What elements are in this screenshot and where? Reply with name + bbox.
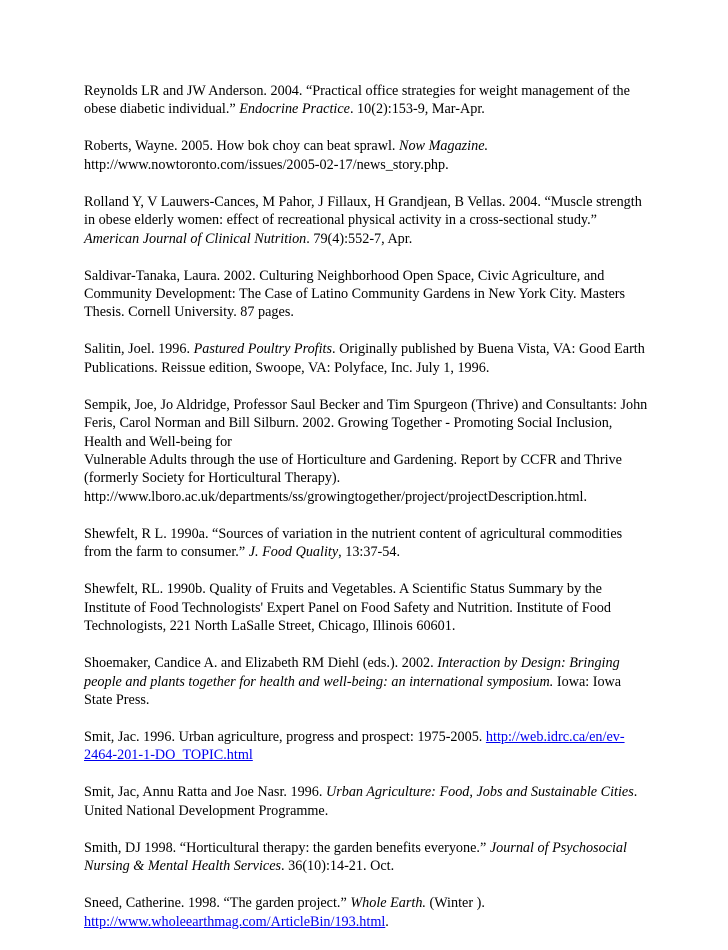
reference-text: Sneed, Catherine. 1998. “The garden project.”	[84, 895, 351, 912]
reference-entry	[84, 396, 650, 506]
reference-entry	[84, 193, 650, 248]
reference-entry	[84, 525, 650, 562]
reference-text: . 79(4):552-7, Apr.	[306, 230, 413, 247]
reference-entry	[84, 728, 650, 765]
reference-text: . 36(10):14-21. Oct.	[281, 858, 395, 875]
reference-entry	[84, 137, 650, 174]
reference-entry	[84, 654, 650, 709]
reference-title-italic: Pastured Poultry Profits	[193, 341, 333, 358]
reference-text: Vulnerable Adults through the use of Horticulture and Gardening. Report by CCFR and Thrive (formerly Society for Horticultural Therapy). http://www.lboro.ac.uk/departments/ss/growingtogether/project/projectDescription.html.	[84, 452, 622, 505]
reference-text: Rolland Y, V Lauwers-Cances, M Pahor, J Fillaux, H Grandjean, B Vellas. 2004. “Muscle strength in obese elderly women: effect of recreational physical activity in a cross-sectional study.”	[84, 193, 642, 229]
reference-entry	[84, 267, 650, 322]
reference-title-italic: American Journal of Clinical Nutrition	[84, 230, 307, 247]
reference-title-italic: Interaction by Design: Bringing people and plants together for health and well-being: an international symposium.	[84, 655, 620, 690]
reference-text: (Winter ).	[425, 895, 485, 912]
reference-text: Reynolds LR and JW Anderson. 2004. “Practical office strategies for weight management of the obese diabetic individual.”	[84, 83, 630, 118]
reference-title-italic: Whole Earth.	[350, 895, 426, 912]
reference-entry	[84, 839, 650, 876]
reference-entry	[84, 783, 650, 820]
reference-entry	[84, 894, 650, 931]
reference-text: Smith, DJ 1998. “Horticultural therapy: the garden benefits everyone.”	[84, 839, 490, 856]
reference-title-italic: J. Food Quality	[248, 544, 339, 561]
reference-entry	[84, 580, 650, 635]
reference-text: Smit, Jac, Annu Ratta and Joe Nasr. 1996.	[84, 784, 326, 801]
reference-text: Shewfelt, R L. 1990a. “Sources of variation in the nutrient content of agricultural commodities from the farm to consumer.”	[84, 525, 623, 561]
reference-text: Smit, Jac. 1996. Urban agriculture, progress and prospect: 1975-2005.	[84, 728, 486, 745]
reference-text: Saldivar-Tanaka, Laura. 2002. Culturing Neighborhood Open Space, Civic Agriculture, and Community Development: The Case of Latino Community Gardens in New York City. Masters Thesis. Cornell University. 87 pages.	[84, 267, 626, 321]
reference-text: Salitin, Joel. 1996.	[84, 341, 194, 358]
reference-title-italic: Urban Agriculture: Food, Jobs and Sustainable Cities	[325, 784, 634, 801]
reference-text: . 10(2):153-9, Mar-Apr.	[349, 101, 485, 118]
reference-text: .	[385, 913, 389, 930]
reference-text: Shewfelt, RL. 1990b. Quality of Fruits and Vegetables. A Scientific Status Summary by the Institute of Food Technologists' Expert Panel on Food Safety and Nutrition. Institute of Food Technologists, 221 North LaSalle Street, Chicago, Illinois 60601.	[84, 581, 611, 635]
reference-list	[84, 82, 650, 950]
reference-text: http://www.nowtoronto.com/issues/2005-02-17/news_story.php.	[84, 156, 449, 173]
reference-text: Shoemaker, Candice A. and Elizabeth RM Diehl (eds.). 2002.	[84, 655, 438, 672]
reference-title-italic: Journal of Psychosocial Nursing & Mental Health Services	[84, 839, 627, 875]
reference-text: . United National Development Programme.	[84, 784, 638, 819]
reference-title-italic: Endocrine Practice	[239, 101, 350, 118]
reference-title-italic: Now Magazine.	[399, 138, 489, 155]
reference-text: . Originally published by Buena Vista, VA: Good Earth Publications. Reissue edition, Swoope, VA: Polyface, Inc. July 1, 1996.	[84, 341, 645, 376]
reference-entry	[84, 340, 650, 377]
reference-link[interactable]: http://web.idrc.ca/en/ev-2464-201-1-DO_TOPIC.html	[84, 728, 625, 764]
reference-link[interactable]: http://www.wholeearthmag.com/ArticleBin/193.html	[84, 913, 386, 930]
reference-text: , 13:37-54.	[338, 544, 401, 561]
reference-text: Iowa: Iowa State Press.	[84, 673, 622, 708]
reference-text: Roberts, Wayne. 2005. How bok choy can beat sprawl.	[84, 138, 399, 155]
reference-text: Sempik, Joe, Jo Aldridge, Professor Saul Becker and Tim Spurgeon (Thrive) and Consultants: John Feris, Carol Norman and Bill Silburn. 2002. Growing Together - Promoting Social Inclusion, Health and Well-being for	[84, 396, 648, 450]
reference-entry	[84, 82, 650, 119]
